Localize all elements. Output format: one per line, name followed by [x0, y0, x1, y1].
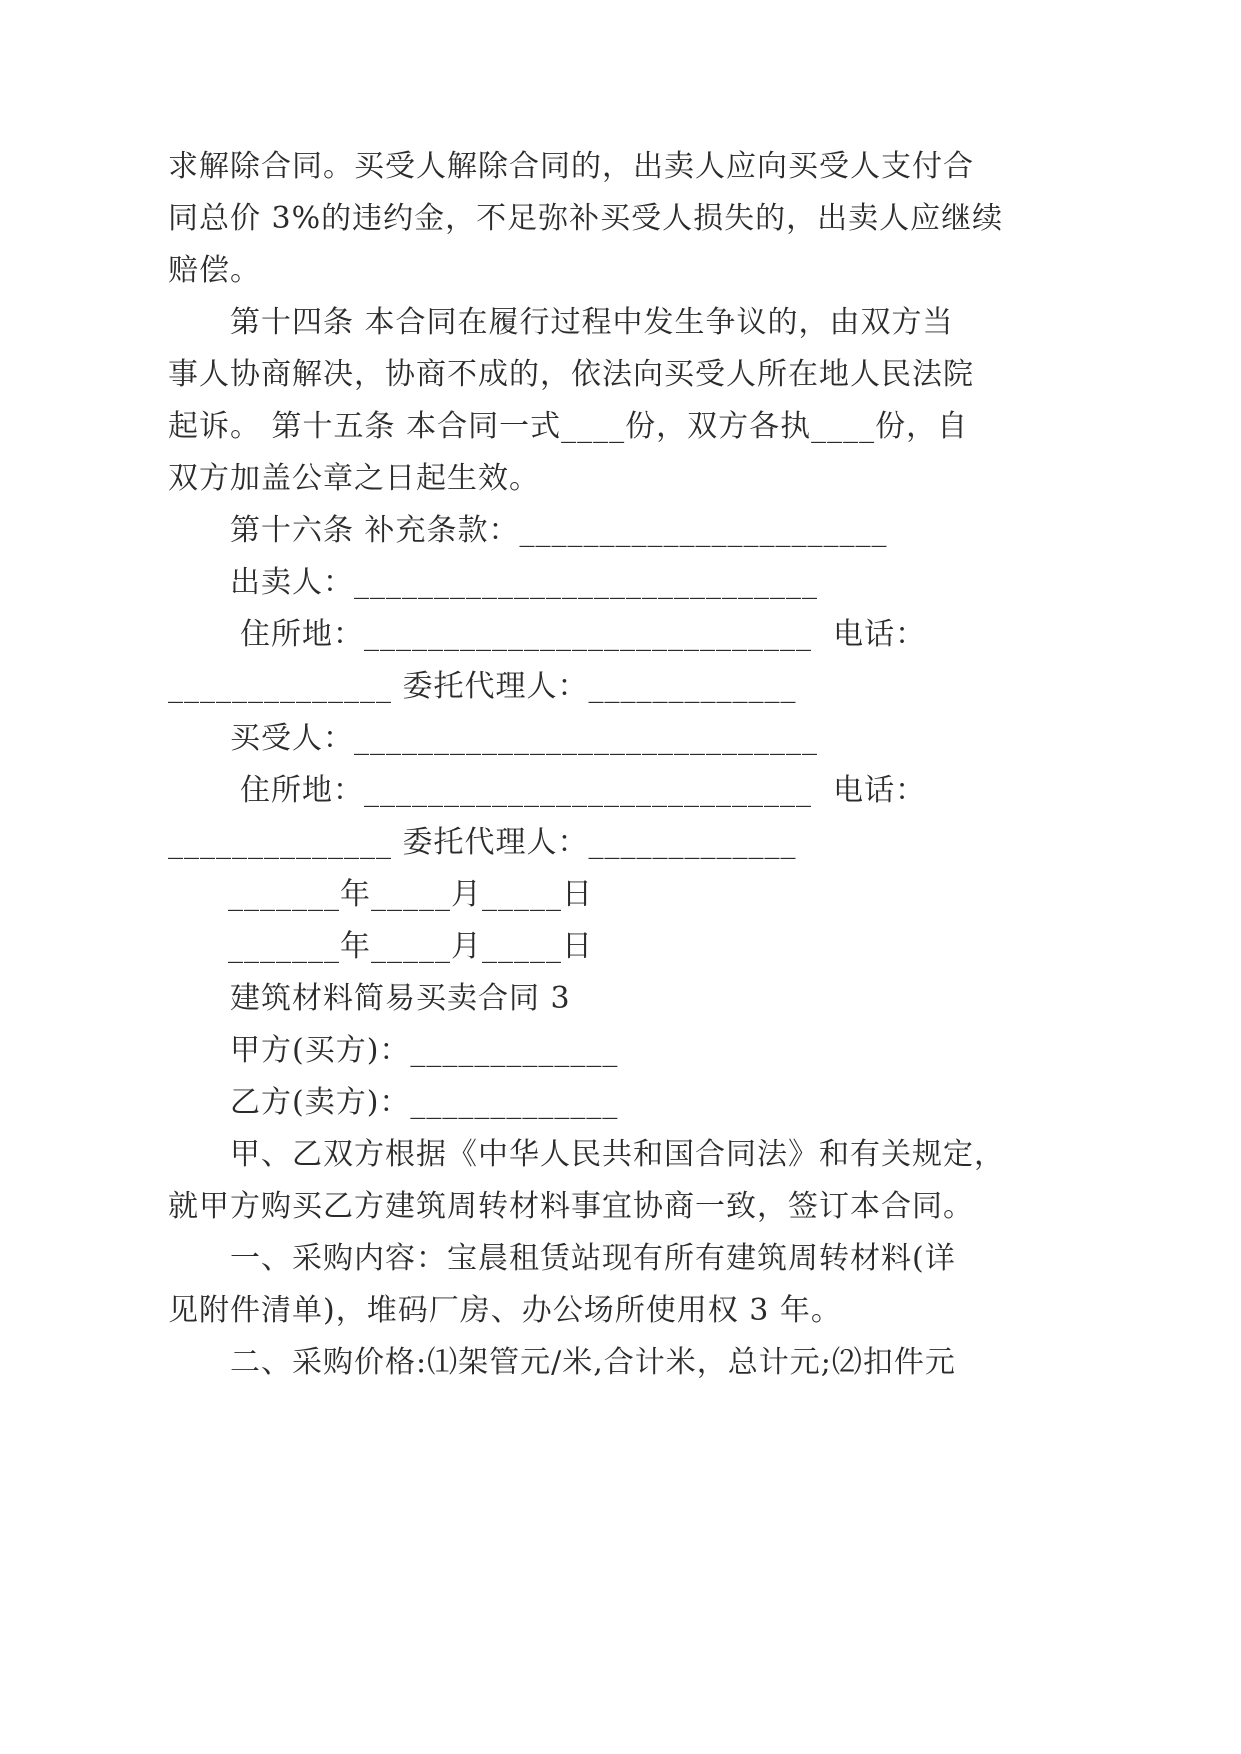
section-title: 建筑材料简易买卖合同 3: [230, 981, 571, 1016]
text-line: 同总价 3%的违约金，不足弥补买受人损失的，出卖人应继续: [168, 201, 1004, 236]
text-line: 一、采购内容：宝晨租赁站现有所有建筑周转材料(详: [230, 1241, 956, 1276]
text-line: 住所地：____________________________ 电话：: [240, 773, 927, 808]
text-line: 甲、乙双方根据《中华人民共和国合同法》和有关规定，: [230, 1137, 1005, 1172]
text-line: 赔偿。: [168, 253, 261, 288]
text-line: 乙方(卖方)：_____________: [230, 1085, 619, 1120]
text-line: 起诉。 第十五条 本合同一式____份，双方各执____份，自: [168, 409, 969, 444]
text-line: 买受人：_____________________________: [230, 721, 818, 756]
text-line: ______________ 委托代理人：_____________: [168, 825, 797, 860]
text-line: ______________ 委托代理人：_____________: [168, 669, 797, 704]
text-line: 甲方(买方)：_____________: [230, 1033, 619, 1068]
date-line: _______年_____月_____日: [228, 877, 593, 912]
text-line: 第十四条 本合同在履行过程中发生争议的，由双方当: [230, 305, 954, 340]
text-line: 二、采购价格:⑴架管元/米,合计米，总计元;⑵扣件元: [230, 1345, 956, 1380]
text-line: 求解除合同。买受人解除合同的，出卖人应向买受人支付合: [168, 149, 974, 184]
text-line: 出卖人：_____________________________: [230, 565, 818, 600]
text-line: 双方加盖公章之日起生效。: [168, 461, 540, 496]
text-line: 见附件清单)，堆码厂房、办公场所使用权 3 年。: [168, 1293, 842, 1328]
text-line: 第十六条 补充条款：_______________________: [230, 513, 888, 548]
text-line: 就甲方购买乙方建筑周转材料事宜协商一致，签订本合同。: [168, 1189, 974, 1224]
text-line: 事人协商解决，协商不成的，依法向买受人所在地人民法院: [168, 357, 974, 392]
text-line: 住所地：____________________________ 电话：: [240, 617, 927, 652]
date-line: _______年_____月_____日: [228, 929, 593, 964]
